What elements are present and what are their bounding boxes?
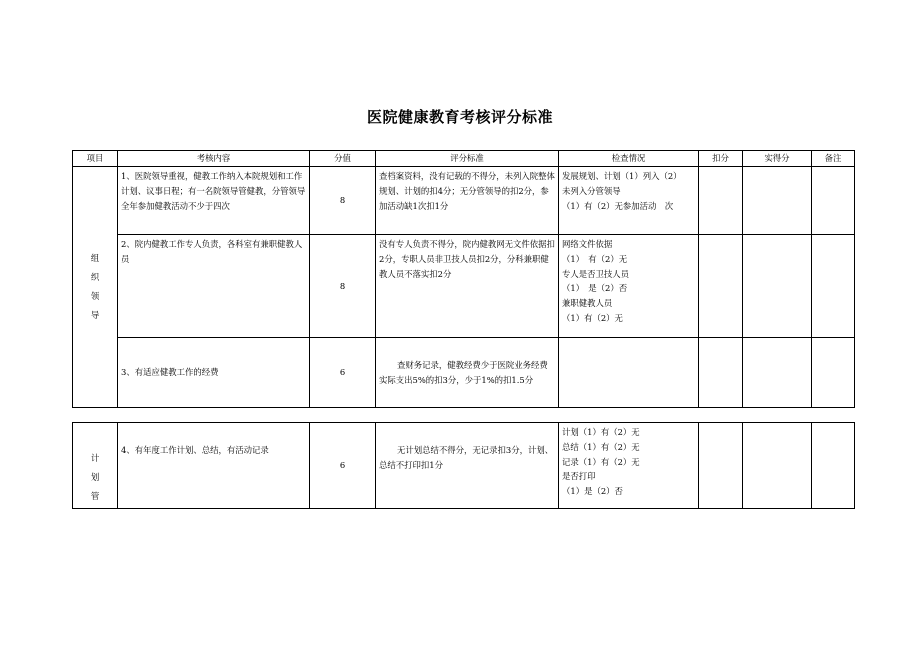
header-cell: 评分标准 bbox=[376, 151, 559, 167]
header-cell: 项目 bbox=[73, 151, 118, 167]
header-row bbox=[73, 151, 855, 167]
header-cell: 实得分 bbox=[743, 151, 812, 167]
score-cell: 8 bbox=[310, 167, 376, 235]
header-cell: 检查情况 bbox=[559, 151, 699, 167]
content-cell: 3、有适应健教工作的经费 bbox=[118, 338, 310, 408]
header-cell: 分值 bbox=[310, 151, 376, 167]
remark-cell bbox=[812, 338, 855, 408]
deduction-cell bbox=[699, 338, 743, 408]
standard-cell: 查档案资料，没有记载的不得分，未列入院整体规划、计划的扣4分；无分管领导的扣2分，参加活动缺1次扣1分 bbox=[376, 167, 559, 235]
actual-score-cell bbox=[743, 423, 812, 509]
standard-cell: 无计划总结不得分，无记录扣3分，计划、总结不打印扣1分 bbox=[376, 423, 559, 509]
standard-cell: 没有专人负责不得分，院内健教网无文件依据扣2分，专职人员非卫技人员扣2分，分科兼职健教人员不落实扣2分 bbox=[376, 235, 559, 338]
table-row bbox=[73, 338, 855, 408]
deduction-cell bbox=[699, 167, 743, 235]
check-cell: 计划（1）有（2）无 总结（1）有（2）无 记录（1）有（2）无 是否打印 （1）是（2）否 bbox=[559, 423, 699, 509]
check-cell bbox=[559, 338, 699, 408]
deduction-cell bbox=[699, 423, 743, 509]
category-cell: 组 织 领 导 bbox=[73, 167, 118, 408]
category-cell: 计 划 管 bbox=[73, 423, 118, 509]
table-row bbox=[73, 235, 855, 338]
score-cell: 6 bbox=[310, 423, 376, 509]
table-row bbox=[73, 423, 855, 509]
remark-cell bbox=[812, 235, 855, 338]
actual-score-cell bbox=[743, 235, 812, 338]
assessment-table-continued bbox=[72, 422, 855, 509]
score-cell: 6 bbox=[310, 338, 376, 408]
actual-score-cell bbox=[743, 338, 812, 408]
content-cell: 4、有年度工作计划、总结，有活动记录 bbox=[118, 423, 310, 509]
header-cell: 备注 bbox=[812, 151, 855, 167]
table-row bbox=[73, 167, 855, 235]
remark-cell bbox=[812, 423, 855, 509]
actual-score-cell bbox=[743, 167, 812, 235]
page-title: 医院健康教育考核评分标准 bbox=[366, 108, 553, 126]
standard-cell: 查财务记录，健教经费少于医院业务经费实际支出5%的扣3分，少于1%的扣1.5分 bbox=[376, 338, 559, 408]
check-cell: 发展规划、计划（1）列入（2） 未列入分管领导 （1）有（2）无参加活动 次 bbox=[559, 167, 699, 235]
assessment-table bbox=[72, 150, 855, 408]
content-cell: 2、院内健教工作专人负责，各科室有兼职健教人员 bbox=[118, 235, 310, 338]
deduction-cell bbox=[699, 235, 743, 338]
check-cell: 网络文件依据 （1） 有（2）无 专人是否卫技人员 （1） 是（2）否 兼职健教人员 （1）有（2）无 bbox=[559, 235, 699, 338]
score-cell: 8 bbox=[310, 235, 376, 338]
header-cell: 扣分 bbox=[699, 151, 743, 167]
remark-cell bbox=[812, 167, 855, 235]
header-cell: 考核内容 bbox=[118, 151, 310, 167]
content-cell: 1、医院领导重视，健教工作纳入本院规划和工作计划、议事日程；有一名院领导管健教，分管领导全年参加健教活动不少于四次 bbox=[118, 167, 310, 235]
